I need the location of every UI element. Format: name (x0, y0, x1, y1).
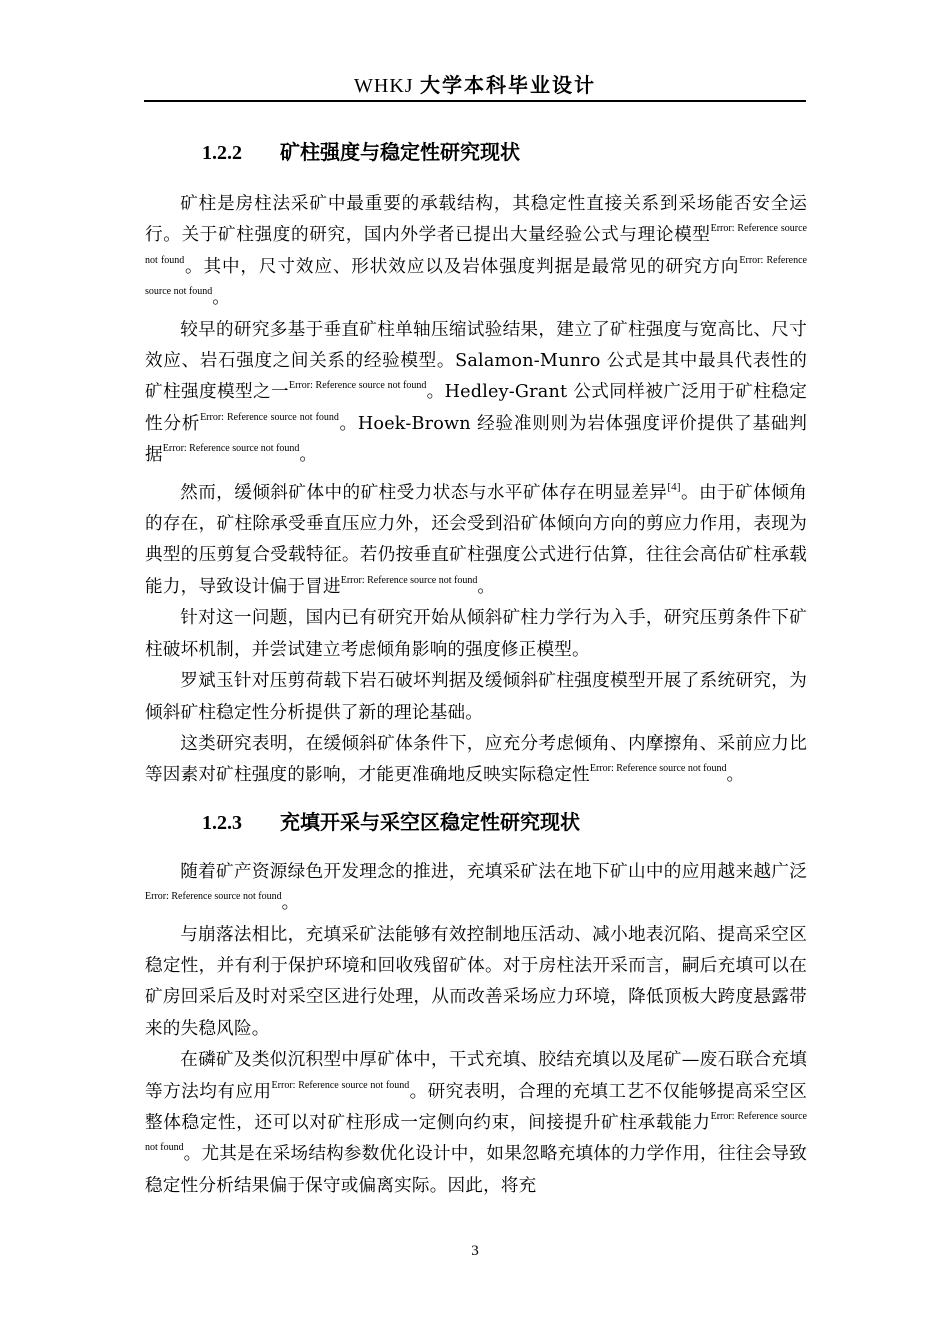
page-number: 3 (471, 1243, 479, 1259)
header-rule (144, 100, 806, 102)
citation-marker: [4] (667, 480, 681, 493)
section-body-1-2-3 (145, 857, 807, 1202)
paragraph-text: 然而，缓倾斜矿体中的矿柱受力状态与水平矿体存在明显差异 (180, 482, 668, 503)
paragraph-text: 较早的研究多基于垂直矿柱单轴压缩试验结果，建立了矿柱强度与宽高比、尺寸效应、岩石强度之间关系的经验模型。Salamon-Munro 公式是其中最具代表性的矿柱强度模型之一 (145, 319, 807, 403)
reference-error-note: Error: Reference source not found (340, 574, 478, 586)
paragraph (145, 1045, 807, 1202)
section-number: 1.2.2 (202, 142, 242, 164)
paragraph-text: 矿柱是房柱法采矿中最重要的承载结构，其稳定性直接关系到采场能否安全运行。关于矿柱强度的研究，国内外学者已提出大量经验公式与理论模型 (145, 194, 807, 246)
paragraph (145, 857, 807, 920)
page-body (145, 136, 807, 1202)
paragraph-text: 罗斌玉针对压剪荷载下岩石破坏判据及缓倾斜矿柱强度模型开展了系统研究，为倾斜矿柱稳定性分析提供了新的理论基础。 (145, 671, 807, 723)
header-latin: WHKJ (354, 75, 414, 97)
section-heading-1-2-2 (145, 136, 807, 169)
reference-error-note: Error: Reference source not found (288, 380, 427, 392)
reference-error-note: Error: Reference source not found (145, 891, 282, 903)
paragraph-text: 在磷矿及类似沉积型中厚矿体中，干式充填、胶结充填以及尾矿—废石联合充填等方法均有应用 (145, 1050, 807, 1102)
paragraph-text: 。 (477, 576, 496, 597)
paragraph-text: 。由于矿体倾角的存在，矿柱除承受垂直压应力外，还会受到沿矿体倾向方向的剪应力作用，表现为典型的压剪复合受载特征。若仍按垂直矿柱强度公式进行估算，往往会高估矿柱承载能力，导致设计偏于冒进 (145, 482, 808, 597)
paragraph (145, 603, 807, 666)
paragraph-text: 。其中，尺寸效应、形状效应以及岩体强度判据是最常见的研究方向 (184, 256, 740, 277)
section-title: 矿柱强度与稳定性研究现状 (280, 140, 520, 164)
paragraph-text: 。Hoek-Brown 经验准则则为岩体强度评价提供了基础判据 (145, 413, 808, 466)
paragraph (145, 472, 807, 604)
section-number: 1.2.3 (202, 811, 242, 834)
paragraph-text: 。 (299, 445, 318, 466)
reference-error-note: Error: Reference source not found (145, 1110, 807, 1154)
page-header (144, 72, 806, 99)
paragraph (145, 920, 807, 1046)
paragraph-text: 与崩落法相比，充填采矿法能够有效控制地压活动、减小地表沉陷、提高采空区稳定性，并有利于保护环境和回收残留矿体。对于房柱法开采而言，嗣后充填可以在矿房回采后及时对采空区进行处理，从而改善采场应力环境，降低顶板大跨度悬露带来的失稳风险。 (145, 924, 807, 1039)
header-title: 大学本科毕业设计 (419, 73, 596, 97)
section-heading-1-2-3 (145, 806, 807, 839)
reference-error-note: Error: Reference source not found (271, 1079, 410, 1091)
paragraph-text: 。研究表明，合理的充填工艺不仅能够提高采空区整体稳定性，还可以对矿柱形成一定侧向约束，间接提升矿柱承载能力 (145, 1081, 808, 1133)
paragraph-text: 随着矿产资源绿色开发理念的推进，充填采矿法在地下矿山中的应用越来越广泛 (180, 861, 807, 882)
section-title: 充填开采与采空区稳定性研究现状 (280, 809, 580, 834)
paragraph (145, 729, 807, 792)
paragraph-text: 针对这一问题，国内已有研究开始从倾斜矿柱力学行为入手，研究压剪条件下矿柱破坏机制，并尝试建立考虑倾角影响的强度修正模型。 (145, 608, 807, 660)
reference-error-note: Error: Reference source not found (162, 443, 300, 455)
reference-error-note: Error: Reference source not found (200, 411, 339, 423)
paragraph-text: 。 (212, 288, 231, 309)
paragraph-text: 。尤其是在采场结构参数优化设计中，如果忽略充填体的力学作用，往往会导致稳定性分析结果偏于保守或偏离实际。因此，将充 (145, 1144, 807, 1196)
paragraph (145, 666, 807, 729)
section-body-1-2-2 (145, 189, 807, 792)
paragraph-text: 这类研究表明，在缓倾斜矿体条件下，应充分考虑倾角、内摩擦角、采前应力比等因素对矿柱强度的影响，才能更准确地反映实际稳定性 (145, 733, 807, 786)
reference-error-note: Error: Reference source not found (145, 254, 807, 298)
paragraph-text: 。Hedley-Grant 公式同样被广泛用于矿柱稳定性分析 (145, 382, 808, 434)
paragraph-text: 。 (281, 893, 300, 914)
paragraph (145, 189, 807, 315)
paragraph (145, 315, 807, 472)
paragraph-text: 。 (726, 765, 745, 786)
reference-error-note: Error: Reference source not found (145, 223, 807, 266)
reference-error-note: Error: Reference source not found (589, 763, 727, 775)
